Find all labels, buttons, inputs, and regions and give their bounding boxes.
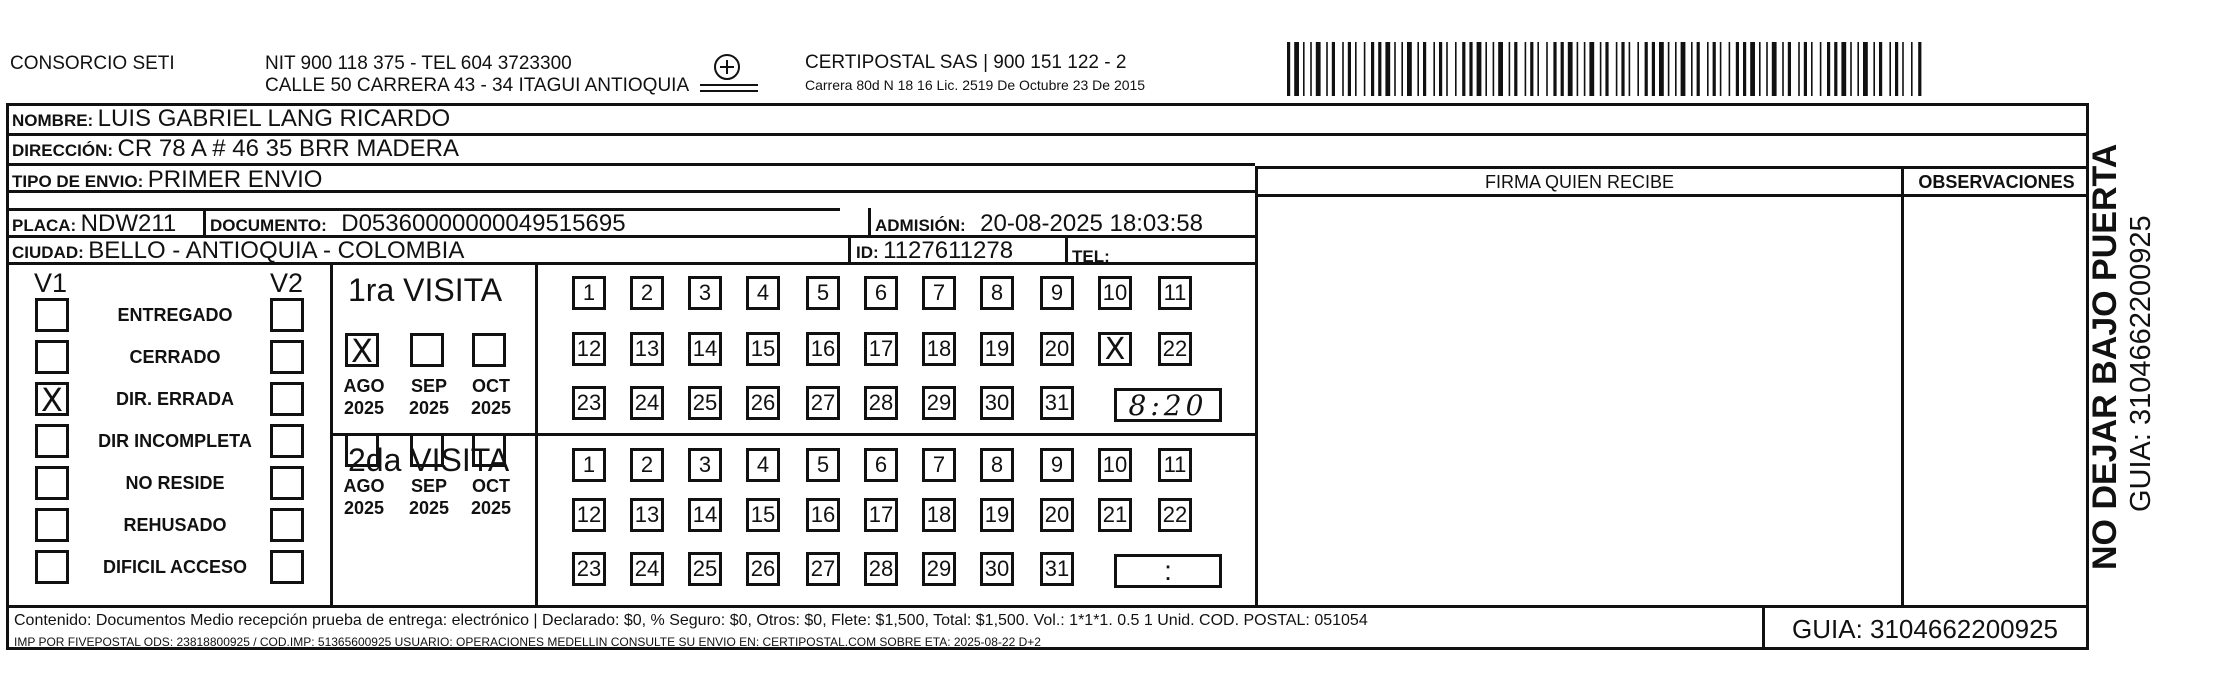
day-number: 16 (810, 336, 836, 361)
day-number: 8 (990, 452, 1004, 477)
day-number: 1 (582, 280, 596, 305)
day-box[interactable] (980, 332, 1014, 366)
send-type-row (12, 166, 322, 194)
day-number: 28 (868, 390, 894, 415)
v2-checkbox[interactable] (270, 466, 304, 500)
v1-checkbox[interactable] (35, 340, 69, 374)
day-number: 31 (1044, 556, 1070, 581)
reason-label: DIR. ERRADA (115, 389, 234, 409)
month-label: AGO (343, 376, 385, 396)
day-number: 14 (692, 336, 718, 361)
reason-label: NO RESIDE (125, 473, 225, 493)
day-number: 21 (1102, 502, 1128, 527)
v2-checkbox[interactable] (270, 340, 304, 374)
day-box[interactable] (922, 498, 956, 532)
month-label: OCT (472, 476, 510, 496)
admission-row (875, 210, 1203, 238)
v1-checkbox[interactable] (35, 381, 69, 419)
day-number: 7 (932, 452, 946, 477)
day-number: 29 (926, 390, 952, 415)
day-box[interactable] (806, 276, 840, 310)
day-box[interactable] (746, 332, 780, 366)
day-box[interactable] (806, 552, 840, 586)
day-number: 22 (1162, 336, 1188, 361)
month-label: AGO (343, 476, 385, 496)
day-number: 20 (1044, 336, 1070, 361)
day-number: 3 (698, 452, 712, 477)
v2-checkbox[interactable] (270, 424, 304, 458)
month-checkbox[interactable] (472, 333, 506, 367)
day-number: 9 (1050, 280, 1064, 305)
day-number: 11 (1163, 452, 1187, 477)
month-checkbox[interactable] (472, 433, 506, 467)
address-label: DIRECCIÓN: (12, 141, 114, 160)
v2-checkbox[interactable] (270, 550, 304, 584)
day-number: 23 (576, 390, 602, 415)
v1-label: V1 (34, 268, 68, 298)
carrier-logo-icon (712, 52, 742, 82)
second-visit-title: 2da VISITA (348, 442, 510, 478)
document-row (210, 210, 626, 238)
day-number: 1 (582, 452, 596, 477)
day-box[interactable] (1158, 276, 1192, 310)
plate-row (12, 210, 176, 238)
day-number: 28 (868, 556, 894, 581)
day-box[interactable] (1098, 448, 1132, 482)
month-label: SEP (410, 476, 448, 496)
reason-label: DIR INCOMPLETA (98, 431, 252, 451)
day-box[interactable] (806, 332, 840, 366)
city: BELLO - ANTIOQUIA - COLOMBIA (88, 237, 465, 264)
v2-checkbox[interactable] (270, 298, 304, 332)
day-box[interactable] (630, 386, 664, 420)
no-leave-notice: NO DEJAR BAJO PUERTA (2086, 143, 2124, 570)
day-box[interactable] (1098, 276, 1132, 310)
day-box[interactable] (980, 448, 1014, 482)
day-number: 19 (984, 336, 1010, 361)
v1-checkbox[interactable] (35, 508, 69, 542)
day-number: 17 (868, 336, 894, 361)
day-number: 17 (868, 502, 894, 527)
id-label: ID: (856, 243, 879, 262)
year-label: 2025 (408, 498, 450, 518)
v2-label: V2 (270, 268, 304, 298)
company-name: CONSORCIO SETI (10, 53, 175, 74)
day-number: 15 (750, 336, 776, 361)
day-number: 6 (874, 452, 888, 477)
day-box[interactable] (864, 498, 898, 532)
day-box[interactable] (746, 498, 780, 532)
day-box[interactable] (688, 332, 722, 366)
day-box[interactable] (688, 276, 722, 310)
year-label: 2025 (408, 398, 450, 418)
day-box[interactable] (746, 276, 780, 310)
reason-label: DIFICIL ACCESO (102, 557, 247, 577)
day-box[interactable] (806, 448, 840, 482)
day-number: 11 (1163, 280, 1187, 305)
day-box[interactable] (572, 276, 606, 310)
month-checkbox[interactable] (345, 433, 379, 467)
day-number: 16 (810, 502, 836, 527)
day-box[interactable] (864, 386, 898, 420)
day-number: 5 (816, 452, 830, 477)
day-number: 5 (816, 280, 830, 305)
day-box[interactable] (1040, 332, 1074, 366)
day-box[interactable] (922, 276, 956, 310)
day-number: 23 (576, 556, 602, 581)
footer-content-line: Contenido: Documentos Medio recepción prueba de entrega: electrónico | Declarado: $0, % Seguro: $0, Otros: $0, Flete: $1,500, Total: $1,500. Vol.: 1*1*1. 0.5 1 Unid. COD. POSTAL: 051054 (14, 612, 1368, 629)
check-mark: X (351, 332, 373, 370)
document-number: D05360000000049515695 (341, 210, 626, 237)
day-number: 30 (984, 390, 1010, 415)
v1-checkbox[interactable] (35, 466, 69, 500)
observations-column-header: OBSERVACIONES (1918, 172, 2075, 192)
company-address: CALLE 50 CARRERA 43 - 34 ITAGUI ANTIOQUIA (265, 75, 690, 96)
day-box[interactable] (864, 448, 898, 482)
day-box[interactable] (1040, 276, 1074, 310)
day-box[interactable] (688, 386, 722, 420)
check-mark: X (1104, 332, 1126, 367)
year-label: 2025 (470, 498, 512, 518)
day-box[interactable] (630, 448, 664, 482)
day-box[interactable] (1040, 552, 1074, 586)
day-number: 2 (640, 452, 654, 477)
first-visit-time: 8:20 (1128, 388, 1208, 422)
check-mark: X (41, 381, 63, 419)
signature-column-header: FIRMA QUIEN RECIBE (1484, 172, 1675, 192)
day-number: 25 (692, 390, 718, 415)
day-box[interactable] (630, 498, 664, 532)
recipient-address: CR 78 A # 46 35 BRR MADERA (117, 135, 459, 162)
day-box[interactable] (630, 276, 664, 310)
day-box[interactable] (980, 276, 1014, 310)
day-box[interactable] (688, 448, 722, 482)
day-number: 15 (750, 502, 776, 527)
day-box[interactable] (1098, 332, 1132, 366)
day-box[interactable] (1158, 332, 1192, 366)
barcode (1285, 42, 1925, 96)
address-row (12, 135, 459, 163)
day-number: 26 (750, 390, 776, 415)
day-number: 12 (576, 336, 602, 361)
id-row (856, 237, 1013, 265)
month-checkbox[interactable] (410, 433, 444, 467)
year-label: 2025 (343, 398, 385, 418)
month-label: SEP (410, 376, 448, 396)
day-box[interactable] (688, 498, 722, 532)
day-number: 19 (984, 502, 1010, 527)
carrier-logo-text-icon (700, 84, 758, 92)
day-number: 26 (750, 556, 776, 581)
day-box[interactable] (1040, 386, 1074, 420)
day-number: 3 (698, 280, 712, 305)
city-label: CIUDAD: (12, 243, 84, 262)
day-box[interactable] (864, 332, 898, 366)
day-number: 6 (874, 280, 888, 305)
day-box[interactable] (1098, 498, 1132, 532)
day-number: 4 (756, 452, 770, 477)
time-box[interactable] (1114, 554, 1222, 588)
year-label: 2025 (343, 498, 385, 518)
document-label: DOCUMENTO: (210, 216, 327, 235)
month-checkbox[interactable] (345, 332, 379, 370)
day-number: 10 (1102, 280, 1128, 305)
tel-label: TEL: (1072, 247, 1110, 266)
reason-label: ENTREGADO (117, 305, 233, 325)
day-box[interactable] (1040, 448, 1074, 482)
reason-label: CERRADO (129, 347, 221, 367)
day-number: 18 (926, 336, 952, 361)
day-box[interactable] (806, 498, 840, 532)
day-box[interactable] (572, 498, 606, 532)
day-box[interactable] (980, 552, 1014, 586)
day-number: 10 (1102, 452, 1128, 477)
day-box[interactable] (572, 552, 606, 586)
tel-row (1072, 241, 1110, 269)
day-box[interactable] (746, 448, 780, 482)
carrier-name: CERTIPOSTAL SAS | 900 151 122 - 2 (805, 52, 1127, 73)
day-box[interactable] (922, 448, 956, 482)
day-box[interactable] (1040, 498, 1074, 532)
day-number: 20 (1044, 502, 1070, 527)
day-number: 31 (1044, 390, 1070, 415)
day-number: 27 (810, 556, 836, 581)
day-number: 27 (810, 390, 836, 415)
day-number: 12 (576, 502, 602, 527)
day-box[interactable] (746, 552, 780, 586)
day-number: 18 (926, 502, 952, 527)
day-box[interactable] (572, 448, 606, 482)
day-number: 8 (990, 280, 1004, 305)
side-guide-number: GUIA: 3104662200925 (2125, 215, 2157, 512)
footer-print-line: IMP POR FIVEPOSTAL ODS: 23818800925 / COD.IMP: 51365600925 USUARIO: OPERACIONES MEDELLIN CONSULTE SU ENVIO EN: CERTIPOSTAL.COM SOBRE ETA: 2025-08-22 D+2 (14, 635, 1041, 649)
company-nit: NIT 900 118 375 - TEL 604 3723300 (265, 53, 572, 74)
day-number: 9 (1050, 452, 1064, 477)
day-box[interactable] (572, 332, 606, 366)
footer-guide-number: GUIA: 3104662200925 (1792, 614, 2058, 644)
day-box[interactable] (1158, 448, 1192, 482)
day-box[interactable] (864, 552, 898, 586)
day-box[interactable] (806, 386, 840, 420)
day-number: 13 (634, 502, 660, 527)
month-label: OCT (472, 376, 510, 396)
day-box[interactable] (980, 386, 1014, 420)
second-visit-time: : (1164, 555, 1172, 586)
v2-checkbox[interactable] (270, 382, 304, 416)
reason-label: REHUSADO (123, 515, 227, 535)
time-box[interactable] (1114, 388, 1222, 422)
day-number: 13 (634, 336, 660, 361)
admission-label: ADMISIÓN: (875, 216, 966, 235)
day-number: 29 (926, 556, 952, 581)
day-box[interactable] (980, 498, 1014, 532)
carrier-address: Carrera 80d N 18 16 Lic. 2519 De Octubre 23 De 2015 (805, 77, 1146, 93)
day-number: 4 (756, 280, 770, 305)
day-box[interactable] (864, 276, 898, 310)
city-row (12, 237, 464, 265)
recipient-name: LUIS GABRIEL LANG RICARDO (97, 105, 451, 132)
day-box[interactable] (746, 386, 780, 420)
day-number: 2 (640, 280, 654, 305)
day-number: 30 (984, 556, 1010, 581)
v1-checkbox[interactable] (35, 550, 69, 584)
day-number: 14 (692, 502, 718, 527)
day-number: 25 (692, 556, 718, 581)
admission-date: 20-08-2025 18:03:58 (980, 210, 1203, 237)
day-box[interactable] (922, 332, 956, 366)
send-type: PRIMER ENVIO (147, 166, 323, 193)
name-row (12, 105, 450, 133)
day-box[interactable] (572, 386, 606, 420)
day-box[interactable] (1158, 498, 1192, 532)
year-label: 2025 (470, 398, 512, 418)
send-type-label: TIPO DE ENVIO: (12, 172, 144, 191)
first-visit-title: 1ra VISITA (348, 272, 503, 308)
v2-checkbox[interactable] (270, 508, 304, 542)
day-box[interactable] (922, 552, 956, 586)
day-number: 22 (1162, 502, 1188, 527)
plate: NDW211 (80, 210, 177, 237)
day-number: 24 (634, 390, 660, 415)
day-box[interactable] (922, 386, 956, 420)
day-box[interactable] (630, 552, 664, 586)
name-label: NOMBRE: (12, 111, 94, 130)
day-number: 7 (932, 280, 946, 305)
v1-checkbox[interactable] (35, 298, 69, 332)
id-number: 1127611278 (883, 237, 1014, 264)
day-box[interactable] (688, 552, 722, 586)
month-checkbox[interactable] (410, 333, 444, 367)
plate-label: PLACA: (12, 216, 77, 235)
v1-checkbox[interactable] (35, 424, 69, 458)
day-number: 24 (634, 556, 660, 581)
day-box[interactable] (630, 332, 664, 366)
